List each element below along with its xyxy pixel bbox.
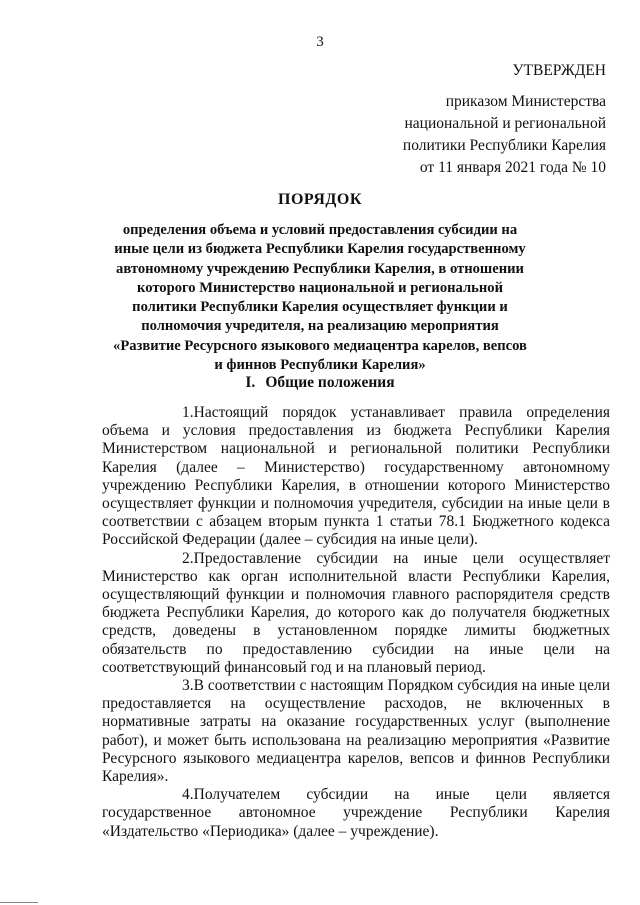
approval-stamp <box>403 60 606 179</box>
section-heading <box>0 374 640 392</box>
document-subtitle: определения объема и условий предоставления субсидии на иные цели из бюджета Республики Карелия государственному автономному учреждению Республики Карелия, в отношении которого Министерство национальной и региональной политики Республики Карелия осуществляет функции и полномочия учредителя, на реализацию мероприятия «Развитие Ресурсного языкового медиацентра карелов, вепсов и финнов Республики Карелия» <box>113 222 527 374</box>
page-number: 3 <box>316 34 324 50</box>
paragraph-text: Получателем субсидии на иные цели является государственное автономное учреждение Республики Карелия «Издательство «Периодика» (далее – учреждение). <box>102 786 610 840</box>
paragraph-text: В соответствии с настоящим Порядком субсидия на иные цели предоставляется на осуществление расходов, не включенных в нормативные затраты на оказание государственных услуг (выполнение работ), и может быть использована на реализацию мероприятия «Развитие Ресурсного языкового медиацентра карелов, вепсов и финнов Республики Карелия». <box>102 677 610 786</box>
footer-divider <box>0 902 38 903</box>
approval-line: политики Республики Карелия <box>402 137 606 154</box>
paragraph-text: Настоящий порядок устанавливает правила определения объема и условия предоставления из бюджета Республики Карелия Министерством национальной и региональной политики Республики Карелия (далее – Министерство) государственному автономному учреждению Республики Карелия, в отношении которого Министерство осуществляет функции и полномочия учредителя, субсидии на иные цели в соответствии с абзацем вторым пункта 1 статьи 78.1 Бюджетного кодекса Российской Федерации (далее – субсидия на иные цели). <box>102 404 610 549</box>
paragraph <box>102 550 610 677</box>
approved-label: УТВЕРЖДЕН <box>512 62 606 79</box>
approval-line: национальной и региональной <box>404 115 606 132</box>
approval-line: от 11 января 2021 года № 10 <box>419 159 606 176</box>
paragraph <box>102 677 610 786</box>
paragraph-number: 3. <box>182 677 194 695</box>
approval-line: приказом Министерства <box>445 93 606 110</box>
paragraph-number: 2. <box>182 549 194 567</box>
document-title: ПОРЯДОК <box>278 191 362 208</box>
document-body <box>102 404 610 841</box>
section-number: I. <box>245 374 256 391</box>
paragraph-number: 4. <box>182 786 194 804</box>
paragraph <box>102 786 610 841</box>
paragraph-text: Предоставление субсидии на иные цели осуществляет Министерство как орган исполнительной власти Республики Карелия, осуществляющий функции и полномочия главного распорядителя средств бюджета Республики Карелия, до которого как до получателя бюджетных средств, доведены в установленном порядке лимиты бюджетных обязательств по предоставлению субсидии на иные цели на соответствующий финансовый год и на плановый период. <box>102 549 610 676</box>
paragraph-number: 1. <box>182 404 194 421</box>
paragraph <box>102 404 610 550</box>
section-title: Общие положения <box>265 374 395 391</box>
